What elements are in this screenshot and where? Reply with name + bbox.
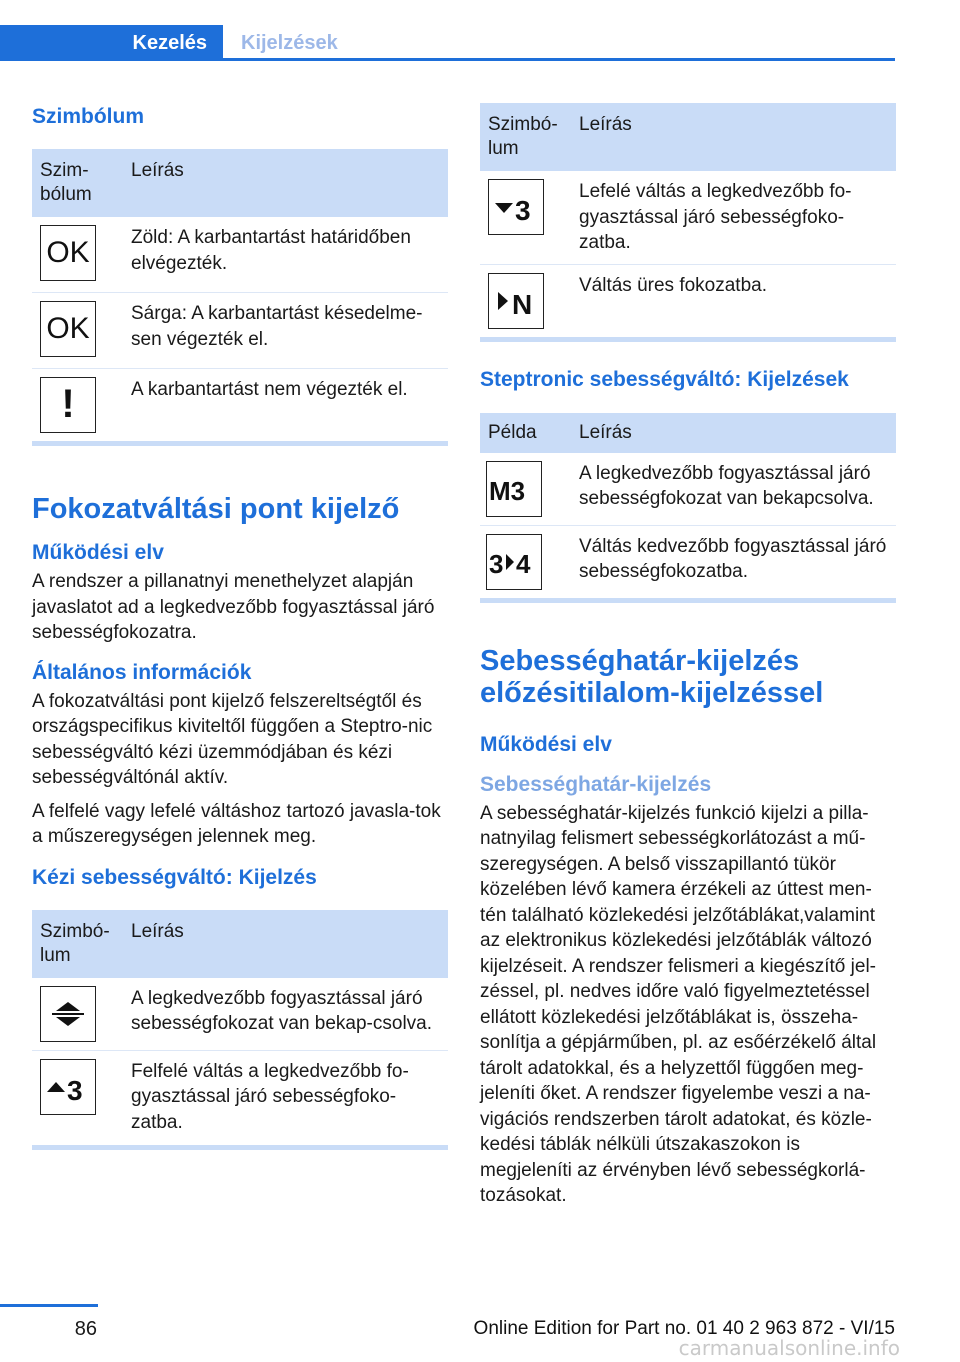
m3-svg bbox=[488, 469, 540, 509]
edition-text: Online Edition for Part no. 01 40 2 963 872 - VI/15 bbox=[473, 1318, 895, 1339]
table-end-rule bbox=[480, 337, 896, 342]
symbols-table bbox=[32, 149, 448, 441]
paragraph-general-1: A fokozatváltási pont kijelző felszereltségtől és országspecifikus kiviteltől függően a Steptro-nic sebességváltó kézi üzemmódjában és kézi sebességváltónál aktív. bbox=[32, 690, 433, 788]
shift-neutral-icon bbox=[488, 273, 544, 329]
table-header-description: Leírás bbox=[123, 149, 448, 217]
ok-green-icon bbox=[40, 225, 96, 281]
table-header-description: Leírás bbox=[571, 413, 896, 453]
table-row bbox=[480, 171, 896, 264]
manual-gearbox-table bbox=[32, 910, 448, 1146]
main-heading-shift-indicator: Fokozatváltási pont kijelző bbox=[32, 493, 400, 525]
right-column bbox=[480, 100, 896, 1209]
main-heading-speed-limit: Sebességhatár-kijelzés előzésitilalom-kijelzéssel bbox=[480, 644, 824, 709]
left-column bbox=[32, 100, 448, 1150]
row-description: Zöld: A karbantartást határidőben elvégezték. bbox=[123, 217, 448, 293]
table-end-rule bbox=[32, 1145, 448, 1150]
heading-manual-gearbox: Kézi sebességváltó: Kijelzés bbox=[32, 865, 317, 889]
table-row bbox=[32, 293, 448, 369]
m3-label: M3 bbox=[489, 475, 526, 506]
shift-3-to-4-icon bbox=[486, 534, 542, 590]
row-description: Felfelé váltás a legkedvezőbb fo-gyasztással járó sebességfoko-zatba. bbox=[131, 1060, 409, 1133]
ok-label: OK bbox=[46, 236, 90, 270]
paragraph-speed-limit: A sebességhatár-kijelzés funkció kijelzi a pilla-natnyilag felismert sebességkorlátozást a mű-szeregységen. A belső visszapillantó tükör közelében lévő kamera érzékeli az úttest men-tén található közlekedési jelzőtáblákat,valamint az elektronikus közlekedési jelzőtáblák változó kijelzéseit. A rendszer felismeri a kiegészítő jel-zéssel, pl. nedves időre való figyelmeztetéssel ellátott közlekedési jelzőtáblákat is, összeha-sonlítja a gépjárműben, pl. az esőérzékelő által tárolt adatokkal, és a helyzettől függően meg-jeleníti őket. A rendszer figyelembe veszi a na-vigációs rendszerben tárolt adatokat, és közle-kedési táblák nélküli útszakaszokon is megjeleníti az érvényben lévő sebességkorlá-tozásokat. bbox=[480, 802, 877, 1206]
exclamation-icon bbox=[40, 377, 96, 433]
row-description: Lefelé váltás a legkedvezőbb fo-gyasztással járó sebességfoko-zatba. bbox=[571, 171, 896, 264]
shift-3-to-4-svg bbox=[488, 542, 540, 582]
col-label: Szimbó- lum bbox=[488, 114, 558, 159]
svg-text:3: 3 bbox=[489, 548, 504, 579]
header-tabbar bbox=[0, 25, 895, 61]
row-description: A legkedvezőbb fogyasztással járó sebességfokozat van bekapcsolva. bbox=[571, 453, 896, 526]
row-description: Váltás üres fokozatba. bbox=[579, 274, 767, 296]
paragraph-general-2: A felfelé vagy lefelé váltáshoz tartozó javasla-tok a műszeregységen jelennek meg. bbox=[32, 800, 441, 847]
heading-principle-right: Működési elv bbox=[480, 732, 612, 756]
col-label: Szimbó- lum bbox=[40, 920, 110, 966]
downshift-3-icon bbox=[488, 179, 544, 235]
heading-principle: Működési elv bbox=[32, 541, 164, 564]
shift-neutral-svg bbox=[492, 281, 540, 321]
table-end-rule bbox=[480, 598, 896, 603]
col-label: Szim- bólum bbox=[40, 160, 92, 205]
table-row bbox=[32, 1050, 448, 1145]
table-header-symbol bbox=[32, 910, 123, 978]
table-header-description: Leírás bbox=[123, 910, 448, 978]
svg-text:3: 3 bbox=[67, 1074, 83, 1106]
row-description: Váltás kedvezőbb fogyasztással járó sebességfokozatba. bbox=[579, 535, 887, 582]
heading-steptronic: Steptronic sebességváltó: Kijelzések bbox=[480, 367, 849, 391]
heading-general-info: Általános információk bbox=[32, 660, 252, 684]
table-row bbox=[480, 525, 896, 598]
svg-text:3: 3 bbox=[515, 195, 531, 226]
page-number: 86 bbox=[74, 1318, 97, 1340]
table-end-rule bbox=[32, 441, 448, 446]
exclamation-label: ! bbox=[61, 382, 75, 427]
ok-yellow-icon bbox=[40, 301, 96, 357]
row-description: A legkedvezőbb fogyasztással járó sebességfokozat van bekap-csolva. bbox=[123, 978, 448, 1051]
table-header-description: Leírás bbox=[571, 103, 896, 171]
heading-speed-limit-display: Sebességhatár-kijelzés bbox=[480, 772, 712, 796]
svg-text:4: 4 bbox=[516, 548, 531, 579]
downshift-3-svg bbox=[492, 187, 540, 227]
table-header-example: Példa bbox=[480, 413, 571, 453]
tab-kezeles[interactable]: Kezelés bbox=[0, 25, 223, 61]
ok-label: OK bbox=[46, 312, 90, 346]
table-row bbox=[32, 217, 448, 293]
up-down-arrows-icon bbox=[40, 986, 96, 1042]
m3-icon bbox=[486, 461, 542, 517]
svg-text:N: N bbox=[512, 288, 533, 320]
table-header-symbol bbox=[480, 103, 571, 171]
tab-kijelzesek[interactable]: Kijelzések bbox=[241, 32, 338, 54]
table-row bbox=[480, 453, 896, 526]
table-row bbox=[32, 978, 448, 1051]
steptronic-table bbox=[480, 413, 896, 598]
upshift-3-svg bbox=[44, 1067, 92, 1107]
up-down-arrows-svg bbox=[48, 994, 88, 1034]
row-description: Sárga: A karbantartást késedelme-sen végezték el. bbox=[123, 293, 448, 369]
table-header-symbol bbox=[32, 149, 123, 217]
table-row bbox=[480, 264, 896, 337]
footer-rule bbox=[0, 1304, 98, 1307]
watermark: carmanualsonline.info bbox=[678, 1336, 900, 1360]
symbols-title: Szimbólum bbox=[32, 105, 145, 128]
upshift-3-icon bbox=[40, 1059, 96, 1115]
paragraph-principle: A rendszer a pillanatnyi menethelyzet alapján javaslatot ad a legkedvezőbb fogyasztással járó sebességfokozatra. bbox=[32, 571, 435, 643]
table-row bbox=[32, 369, 448, 442]
manual-gearbox-table-continued bbox=[480, 103, 896, 337]
row-description: A karbantartást nem végezték el. bbox=[131, 379, 408, 400]
